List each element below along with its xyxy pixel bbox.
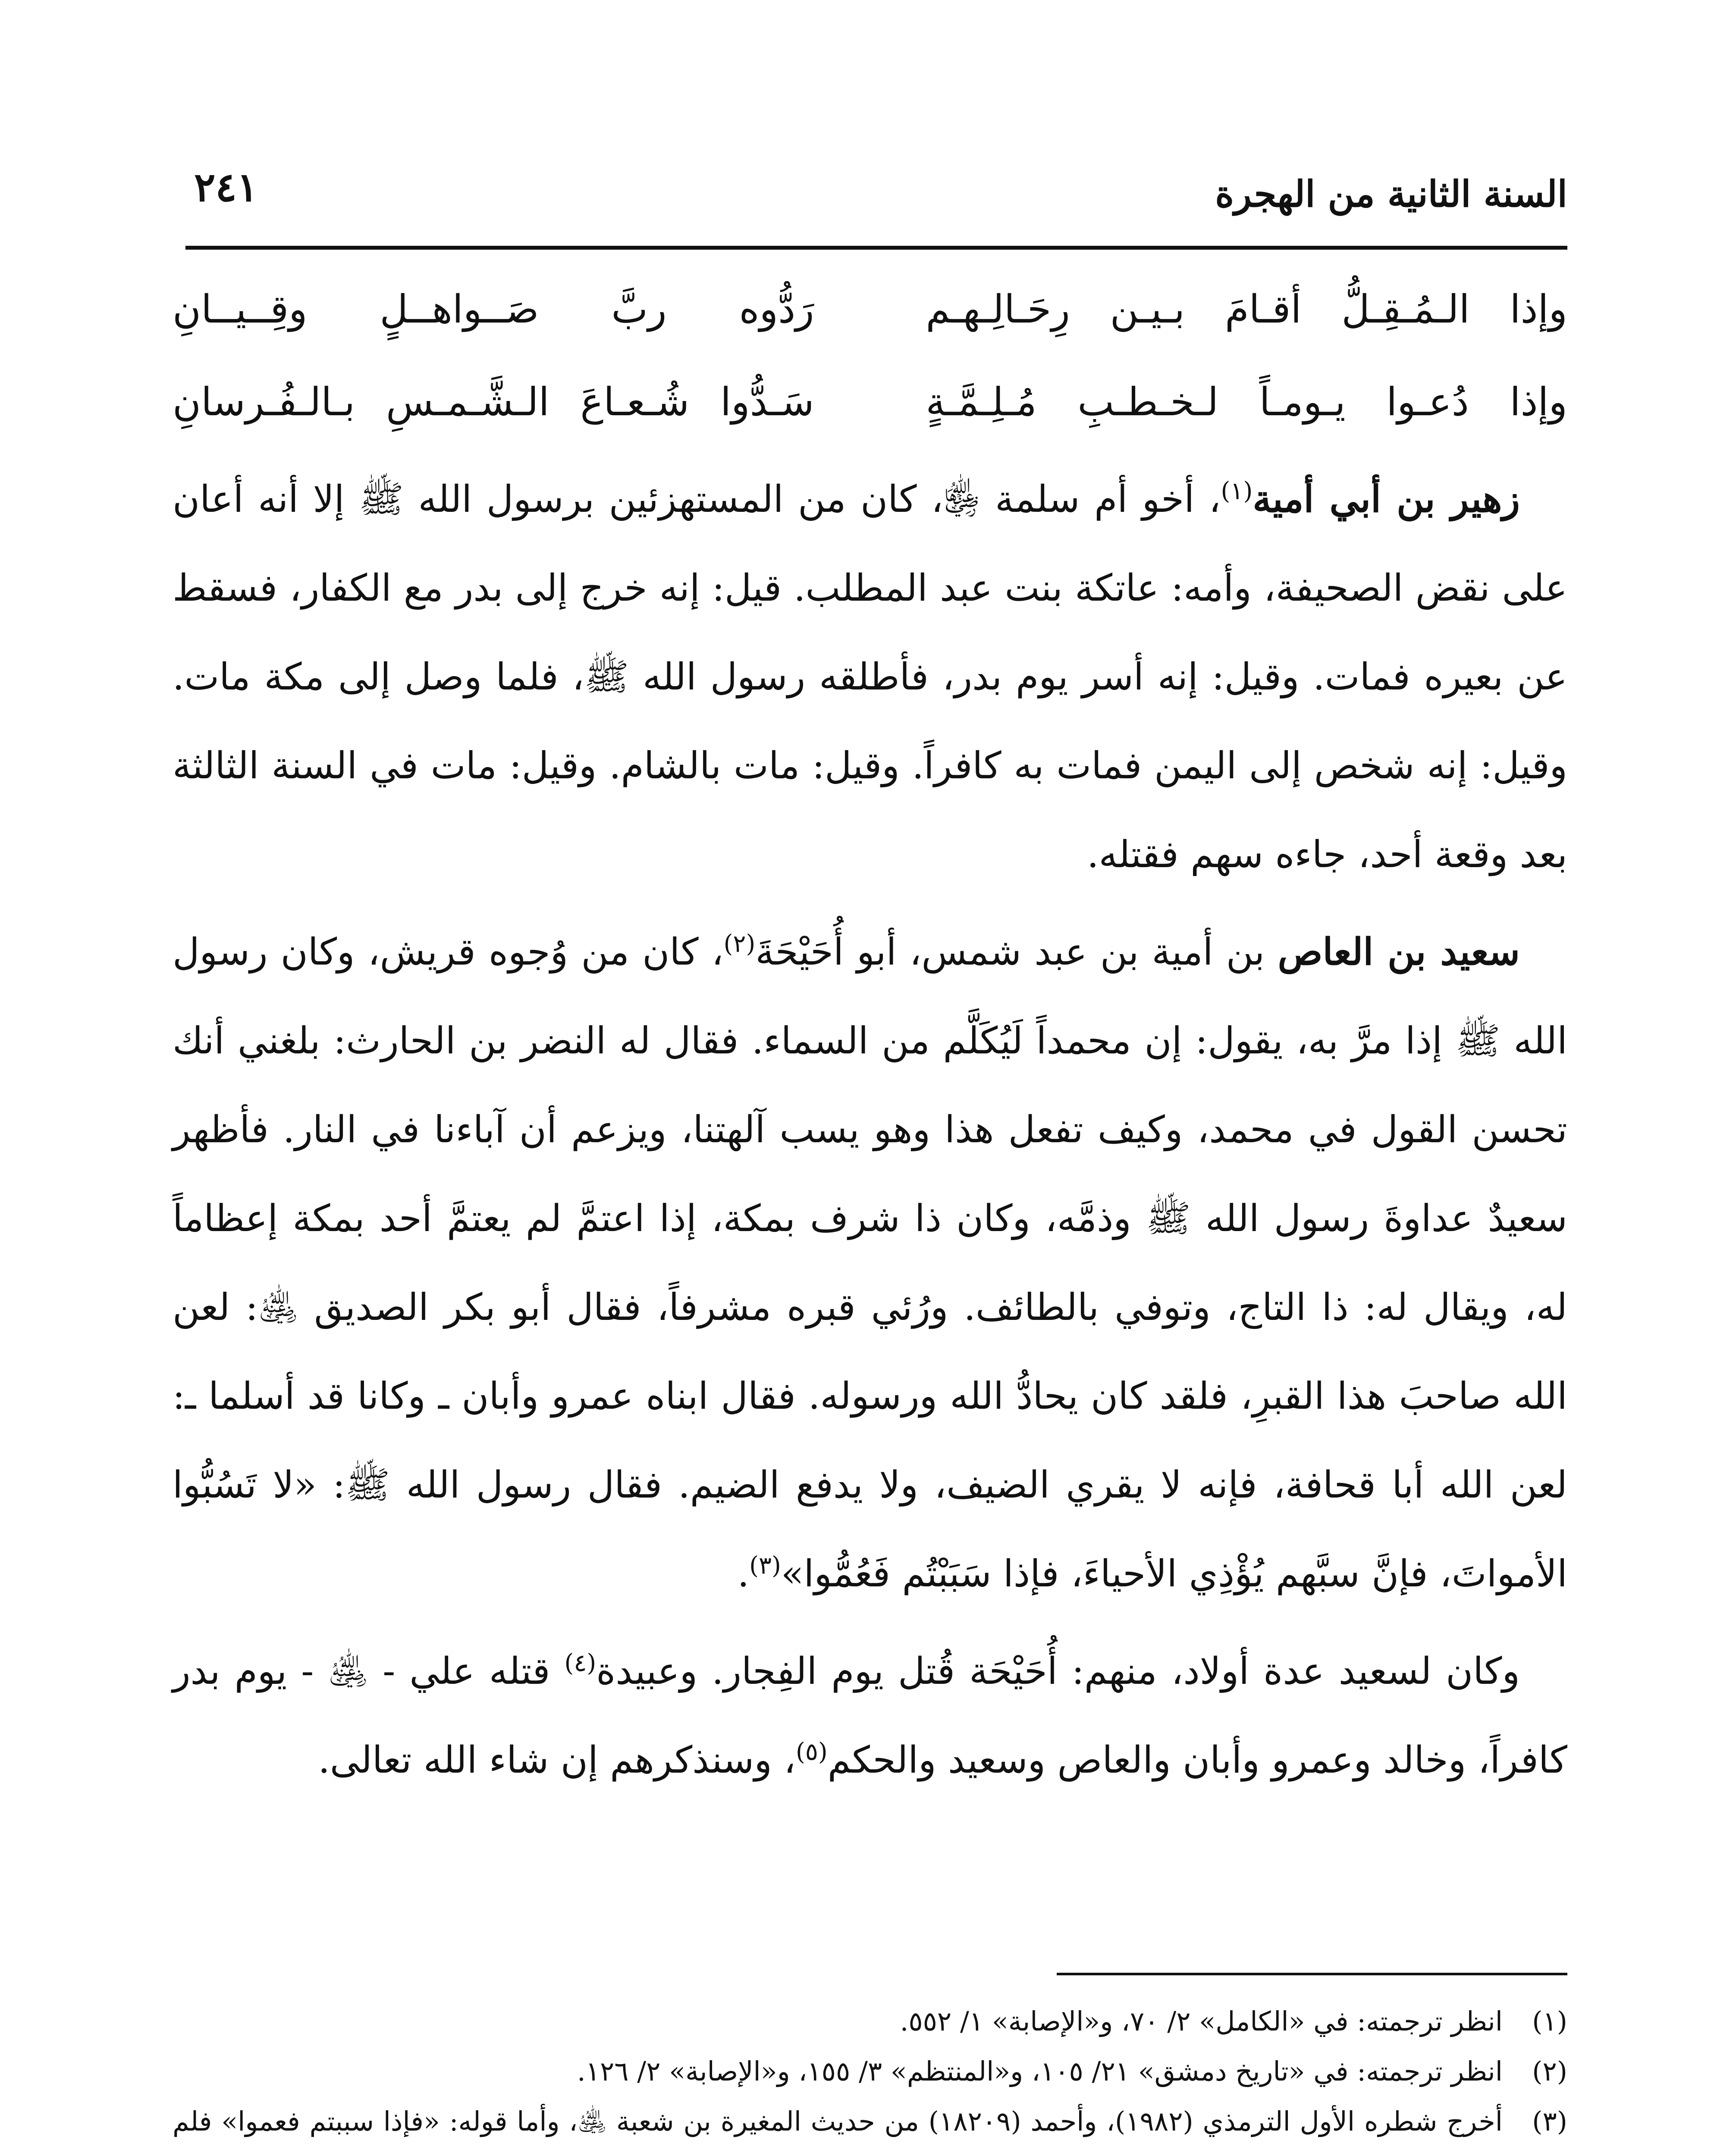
footnotes (173, 1996, 1567, 2156)
poem-verse (173, 356, 1567, 448)
poem (173, 263, 1567, 448)
main-text (173, 455, 1567, 1805)
entry-children (173, 1627, 1567, 1805)
footnote-text: أخرج شطره الأول الترمذي (١٩٨٢)، وأحمد (١٨٢٠٩) من حديث المغيرة بن شعبة ﵁، وأما قوله: «فإذا سببتم فعموا» فلم (173, 2106, 1503, 2137)
entry-text: . (737, 1552, 750, 1595)
entry-text: قتله علي - ﵁ - يوم بدر كافراً، وخالد وعمرو وأبان والعاص وسعيد والحكم (173, 1650, 1567, 1782)
entry-text: ، أخو أم سلمة ﵂، كان من المستهزئين برسول الله ﷺ إلا أنه أعان على نقض الصحيفة، وأمه: عاتكة بنت عبد المطلب. قيل: إنه خرج إلى بدر مع الكفار، فسقط عن بعيره فمات. وقيل: إنه أسر يوم بدر، فأطلقه رسول الله ﷺ، فلما وصل إلى مكة مات. وقيل: إنه شخص إلى اليمن فمات به كافراً. وقيل: مات بالشام. وقيل: مات في السنة الثالثة بعد وقعة أحد، جاءه سهم فقتله. (173, 478, 1567, 876)
poem-verse (173, 263, 1567, 356)
verse-first-hemistich: وإذا دُعـوا يـومـاً لـخـطـبِ مُـلِـمَّـةٍ (926, 379, 1567, 425)
footnote-text: انظر ترجمته: في «الكامل» ٢/ ٧٠، و«الإصابة» ١/ ٥٥٢. (900, 2006, 1503, 2037)
verse-first-hemistich: وإذا الـمُـقِـلُّ أقـامَ بـيـن رِحَـالِـهـم (926, 287, 1567, 332)
entry-text: بن أمية بن عبد شمس، أبو أُحَيْحَةَ (755, 931, 1278, 974)
entry-name: سعيد بن العاص (1278, 930, 1520, 974)
footnote-ref[interactable]: (٣) (749, 1551, 781, 1580)
header-rule (185, 246, 1567, 250)
footnote (173, 2096, 1567, 2156)
footnote-ref[interactable]: (١) (1221, 477, 1253, 505)
page-number: ٢٤١ (194, 164, 258, 210)
entry-zuhair (173, 455, 1567, 899)
footnote-ref[interactable]: (٤) (564, 1649, 596, 1677)
verse-second-hemistich: سَـدُّوا شُـعـاعَ الـشَّـمـسِ بـالـفُـرسانِ (173, 379, 814, 425)
footnote (173, 2046, 1567, 2096)
entry-text: ، وسنذكرهم إن شاء الله تعالى. (318, 1739, 796, 1782)
footnote-number: (١) (1532, 2006, 1567, 2037)
footnote (173, 1996, 1567, 2046)
footnote-number: (٣) (1532, 2106, 1567, 2137)
entry-text: وكان لسعيد عدة أولاد، منهم: أُحَيْحَة قُتل يوم الفِجار. وعبيدة (596, 1650, 1520, 1693)
footnote-number: (٢) (1532, 2056, 1567, 2087)
footnote-text: انظر ترجمته: في «تاريخ دمشق» ٢١/ ١٠٥، و«المنتظم» ٣/ ١٥٥، و«الإصابة» ٢/ ١٢٦. (577, 2056, 1503, 2087)
footnote-ref[interactable]: (٥) (795, 1738, 828, 1766)
verse-second-hemistich: رَدُّوه ربَّ صَــواهــلٍ وقِــيــانِ (173, 287, 814, 332)
page-header (185, 155, 1567, 237)
entry-text: ، كان من وُجوه قريش، وكان رسول الله ﷺ إذا مرَّ به، يقول: إن محمداً لَيُكَلَّم من السماء. فقال له النضر بن الحارث: بلغني أنك تحسن القول في محمد، وكيف تفعل هذا وهو يسب آلهتنا، ويزعم أن آباءنا في النار. فأظهر سعيدٌ عداوةَ رسول الله ﷺ وذمَّه، وكان ذا شرف بمكة، إذا اعتمَّ لم يعتمَّ أحد بمكة إعظاماً له، ويقال له: ذا التاج، وتوفي بالطائف. ورُئي قبره مشرفاً، فقال أبو بكر الصديق ﵁: لعن الله صاحبَ هذا القبرِ، فلقد كان يحادُّ الله ورسوله. فقال ابناه عمرو وأبان ـ وكانا قد أسلما ـ: لعن الله أبا قحافة، فإنه لا يقري الضيف، ولا يدفع الضيم. فقال رسول الله ﷺ: «لا تَسُبُّوا الأمواتَ، فإنَّ سبَّهم يُؤْذِي الأحياءَ، فإذا سَبَبْتُم فَعُمُّوا» (173, 931, 1567, 1595)
entry-said (173, 908, 1567, 1618)
footnote-rule (1057, 1973, 1567, 1975)
entry-name: زهير بن أبي أمية (1253, 477, 1520, 521)
running-title: السنة الثانية من الهجرة (1215, 172, 1567, 215)
footnote-ref[interactable]: (٢) (723, 930, 756, 958)
